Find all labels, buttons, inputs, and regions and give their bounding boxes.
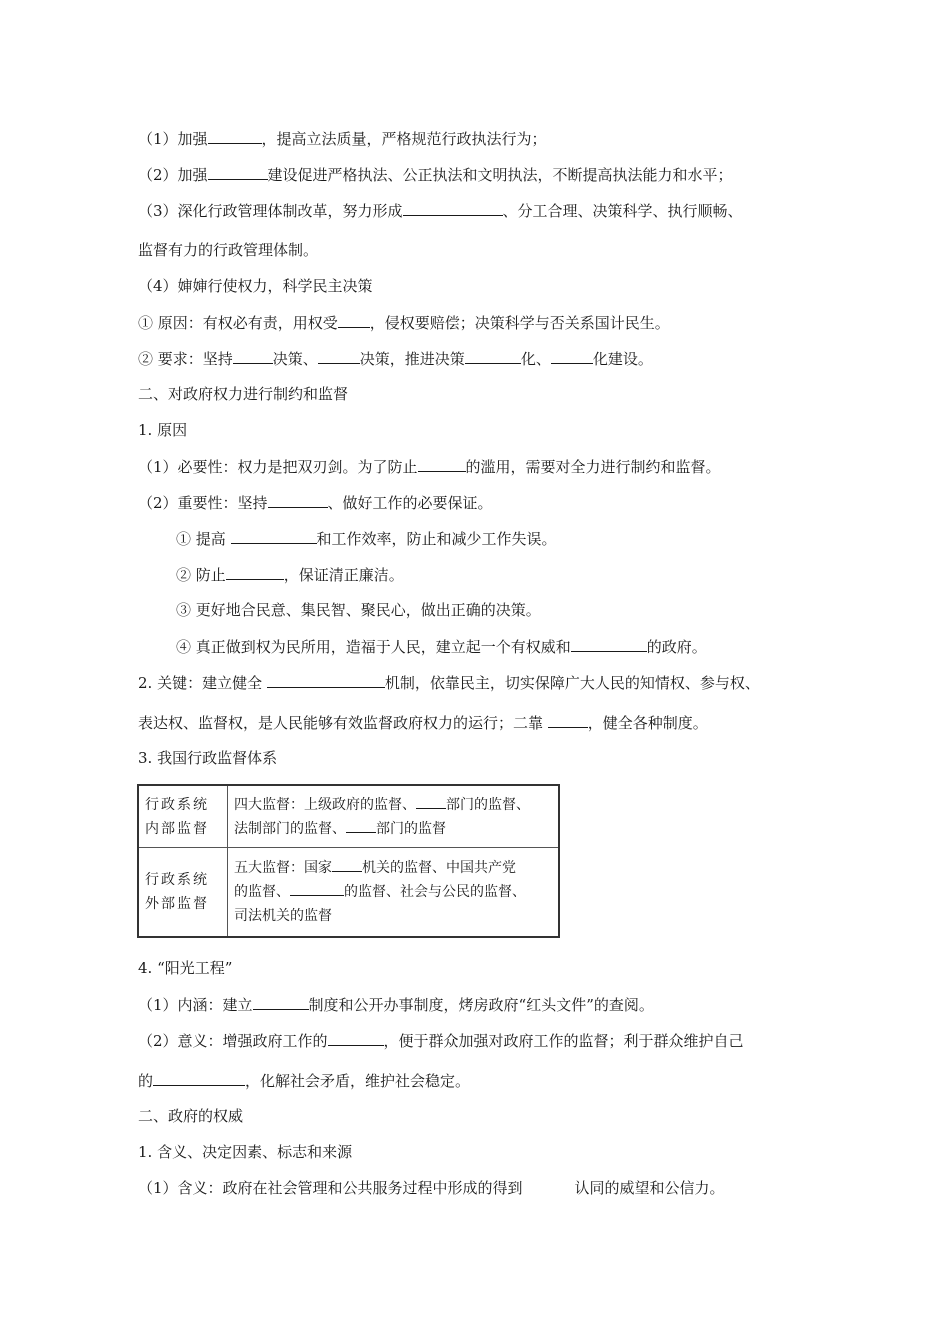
text: ，侵权要赔偿；决策科学与否关系国计民生。 bbox=[369, 314, 670, 332]
text-line bbox=[176, 564, 404, 585]
section-heading: 二、对政府权力进行制约和监督 bbox=[138, 385, 349, 403]
text: （2）加强 bbox=[138, 166, 208, 184]
subheading: 4. “阳光工程” bbox=[138, 959, 233, 977]
subheading: 1. 原因 bbox=[138, 421, 188, 439]
text: ，提高立法质量，严格规范行政执法行为； bbox=[261, 130, 547, 148]
fill-blank[interactable] bbox=[346, 818, 376, 833]
text: 的滥用，需要对全力进行制约和监督。 bbox=[465, 458, 721, 476]
text-line bbox=[138, 348, 653, 369]
table-row bbox=[138, 785, 559, 848]
text: （3）深化行政管理体制改革，努力形成 bbox=[138, 202, 403, 220]
text: （1）内涵：建立 bbox=[138, 996, 253, 1014]
text: 的 bbox=[138, 1072, 154, 1090]
text: 制度和公开办事制度，烤房政府“红头文件”的查阅。 bbox=[308, 996, 654, 1014]
fill-blank[interactable] bbox=[403, 200, 503, 216]
fill-blank[interactable] bbox=[233, 348, 273, 364]
text-line bbox=[138, 312, 670, 333]
fill-blank[interactable] bbox=[208, 128, 262, 144]
text: 化建设。 bbox=[592, 350, 653, 368]
text-line bbox=[138, 128, 547, 149]
fill-blank[interactable] bbox=[416, 794, 446, 809]
fill-blank[interactable] bbox=[465, 348, 521, 364]
text: ④ 真正做到权为民所用，造福于人民，建立起一个有权威和 bbox=[176, 638, 571, 656]
fill-blank[interactable] bbox=[226, 564, 284, 580]
fill-blank[interactable] bbox=[318, 348, 360, 364]
text: 决策、 bbox=[272, 350, 318, 368]
text-line bbox=[138, 1070, 470, 1091]
table-cell: 四大监督：上级政府的监督、 部门的监督、 法制部门的监督、 部门的监督 bbox=[228, 785, 560, 848]
text: 表达权、监督权，是人民能够有效监督政府权力的运行；二靠 bbox=[138, 714, 548, 732]
text: 和工作效率，防止和减少工作失误。 bbox=[316, 530, 557, 548]
table-row-header: 行政系统 内部监督 bbox=[138, 785, 228, 848]
text: ① 提高 bbox=[176, 530, 231, 548]
table-cell: 五大监督：国家 机关的监督、中国共产党 的监督、 的监督、社会与公民的监督、 司法机关的监督 bbox=[228, 848, 560, 937]
text: （1）加强 bbox=[138, 130, 208, 148]
text: ② 要求：坚持 bbox=[138, 350, 233, 368]
text: ，便于群众加强对政府工作的监督；利于群众维护自己 bbox=[383, 1032, 744, 1050]
text: （1）含义：政府在社会管理和公共服务过程中形成的得到 bbox=[138, 1179, 523, 1197]
section-heading: 二、政府的权威 bbox=[138, 1107, 244, 1125]
text-line bbox=[176, 636, 707, 657]
text-line bbox=[138, 1030, 744, 1051]
text-line: ③ 更好地合民意、集民智、聚民心，做出正确的决策。 bbox=[176, 601, 541, 619]
text-line bbox=[138, 456, 721, 477]
text: ，保证清正廉洁。 bbox=[283, 566, 404, 584]
text-line: 监督有力的行政管理体制。 bbox=[138, 241, 319, 259]
fill-blank[interactable] bbox=[571, 636, 647, 652]
text: （1）必要性：权力是把双刃剑。为了防止 bbox=[138, 458, 418, 476]
fill-blank[interactable] bbox=[548, 712, 588, 728]
text-line bbox=[138, 164, 733, 185]
text: 认同的威望和公信力。 bbox=[574, 1179, 725, 1197]
fill-blank[interactable] bbox=[208, 164, 268, 180]
text-line bbox=[138, 672, 760, 693]
text-line bbox=[138, 994, 654, 1015]
text-line bbox=[138, 1178, 725, 1198]
table-row-header: 行政系统 外部监督 bbox=[138, 848, 228, 937]
text: （2）重要性：坚持 bbox=[138, 494, 268, 512]
fill-blank[interactable] bbox=[290, 881, 344, 896]
text: 决策，推进决策 bbox=[359, 350, 465, 368]
text: 的政府。 bbox=[646, 638, 707, 656]
fill-blank[interactable] bbox=[267, 672, 385, 688]
subheading: 1. 含义、决定因素、标志和来源 bbox=[138, 1143, 353, 1161]
text: 化、 bbox=[520, 350, 551, 368]
text: 机制，依靠民主，切实保障广大人民的知情权、参与权、 bbox=[384, 674, 760, 692]
text: 建设促进严格执法、公正执法和文明执法，不断提高执法能力和水平； bbox=[267, 166, 733, 184]
text-line: （4）婶婶行使权力，科学民主决策 bbox=[138, 277, 373, 295]
text-line bbox=[138, 200, 743, 221]
text: （2）意义：增强政府工作的 bbox=[138, 1032, 328, 1050]
text: 、做好工作的必要保证。 bbox=[327, 494, 493, 512]
fill-blank[interactable] bbox=[153, 1070, 245, 1086]
fill-blank[interactable] bbox=[231, 528, 317, 544]
fill-blank[interactable] bbox=[332, 857, 362, 872]
text: ，健全各种制度。 bbox=[587, 714, 708, 732]
supervision-table bbox=[137, 784, 560, 938]
text: ，化解社会矛盾，维护社会稳定。 bbox=[245, 1072, 471, 1090]
fill-blank[interactable] bbox=[253, 994, 309, 1010]
fill-blank[interactable] bbox=[328, 1030, 384, 1046]
fill-blank[interactable] bbox=[338, 312, 370, 328]
text: 2. 关键：建立健全 bbox=[138, 674, 267, 692]
text: ② 防止 bbox=[176, 566, 226, 584]
fill-blank[interactable] bbox=[418, 456, 466, 472]
table-row bbox=[138, 848, 559, 937]
text-line bbox=[138, 492, 493, 513]
text: ① 原因：有权必有责，用权受 bbox=[138, 314, 338, 332]
fill-blank[interactable] bbox=[268, 492, 328, 508]
fill-blank[interactable] bbox=[551, 348, 593, 364]
subheading: 3. 我国行政监督体系 bbox=[138, 749, 278, 767]
text: 、分工合理、决策科学、执行顺畅、 bbox=[502, 202, 743, 220]
text-line bbox=[176, 528, 557, 549]
text-line bbox=[138, 712, 708, 733]
